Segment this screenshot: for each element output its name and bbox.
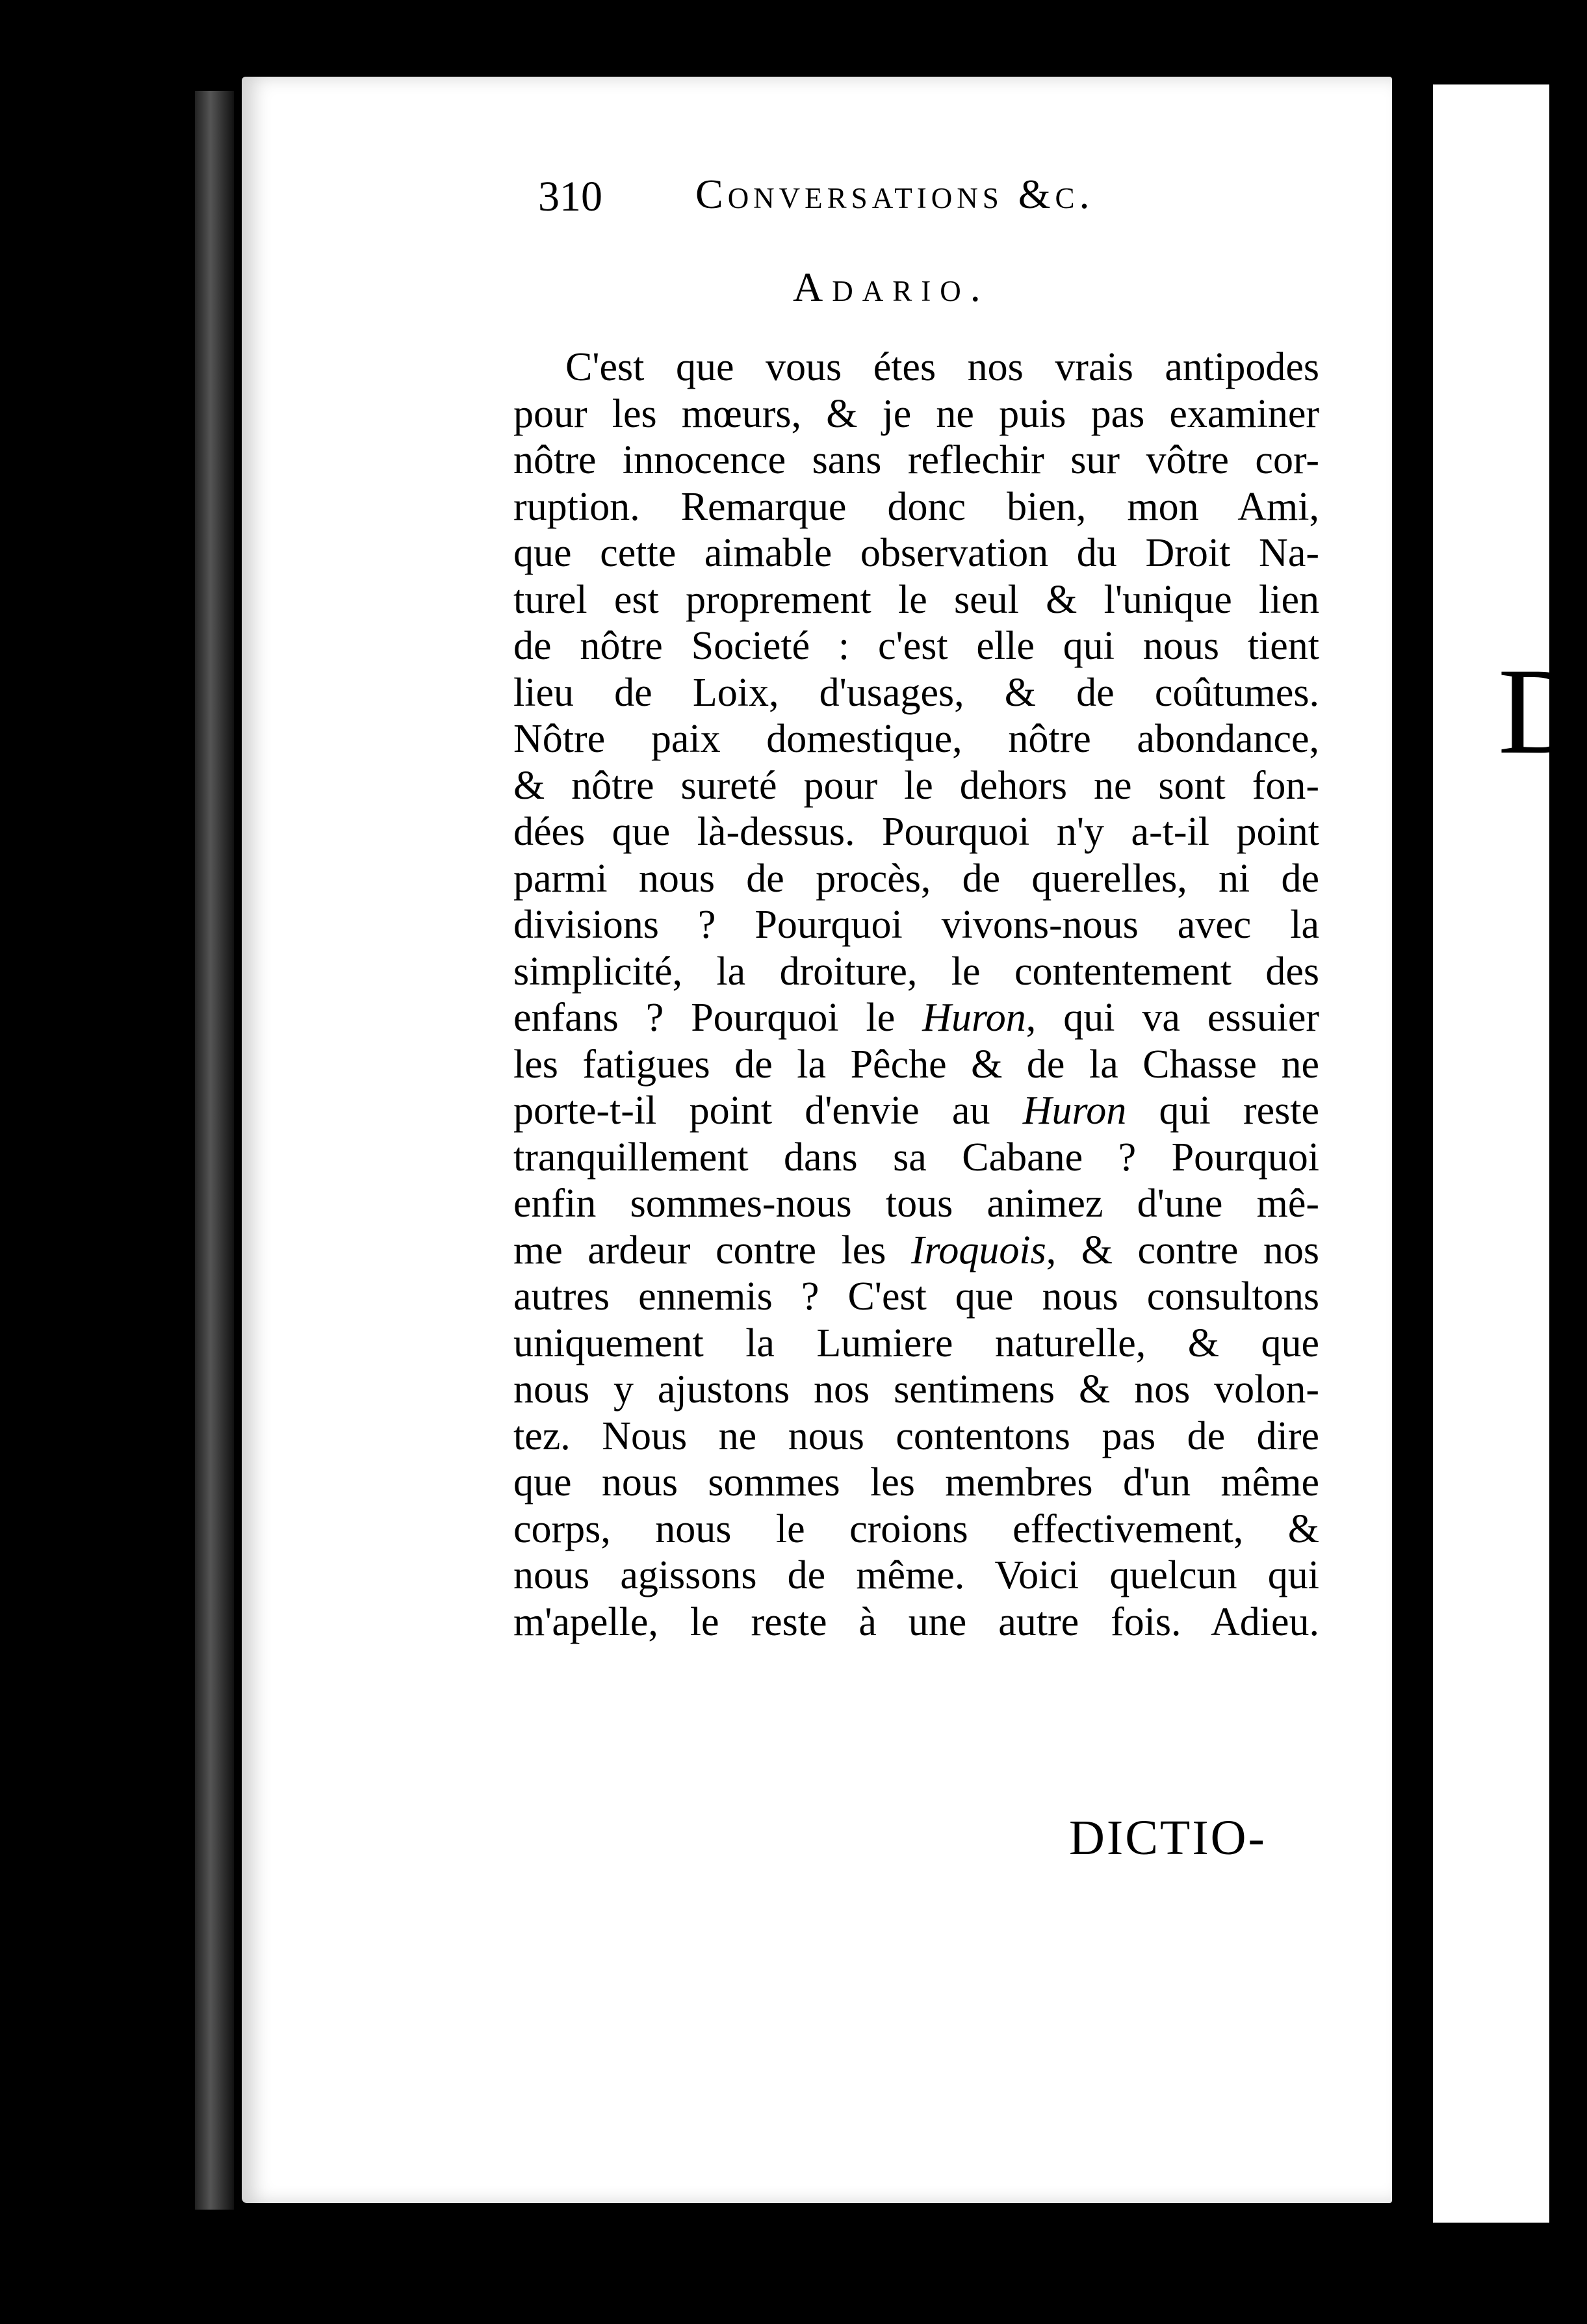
text-line: les fatigues de la Pêche & de la Chasse ne [513, 1042, 1319, 1087]
speaker-heading: Adario. [793, 264, 990, 310]
body-text [513, 344, 1319, 1646]
text-line: enfin sommes-nous tous animez d'une mê- [513, 1181, 1319, 1226]
text-line: ruption. Remarque donc bien, mon Ami, [513, 484, 1319, 529]
facing-page-edge [1433, 84, 1549, 2223]
text-line: lieu de Loix, d'usages, & de coûtumes. [513, 670, 1319, 715]
text-line: nous agissons de même. Voici quelcun qui [513, 1553, 1319, 1597]
text-segment: , & contre nos [1046, 1228, 1320, 1272]
italic-name-huron: Huron [1022, 1089, 1127, 1133]
text-line: que nous sommes les membres d'un même [513, 1460, 1319, 1504]
text-line: parmi nous de procès, de querelles, ni de [513, 856, 1319, 901]
text-line-with-italic [513, 1088, 1319, 1135]
text-line-with-italic [513, 1228, 1319, 1274]
italic-name-iroquois: Iroquois [910, 1228, 1046, 1272]
text-segment: enfans ? Pourquoi le [513, 996, 896, 1040]
text-line: que cette aimable observation du Droit Na- [513, 531, 1319, 575]
italic-name-huron: Huron [922, 996, 1026, 1040]
text-line: nous y ajustons nos sentimens & nos volon- [513, 1367, 1319, 1412]
text-line: simplicité, la droiture, le contentement des [513, 949, 1319, 994]
text-line: turel est proprement le seul & l'unique lien [513, 577, 1319, 622]
text-segment: , qui va essuier [1026, 996, 1319, 1040]
text-segment: me ardeur contre les [513, 1228, 886, 1272]
text-line: C'est que vous étes nos vrais antipodes [565, 345, 1319, 389]
text-line: tranquillement dans sa Cabane ? Pourquoi [513, 1135, 1319, 1180]
text-line-with-italic [513, 995, 1319, 1042]
facing-page-initial: D [1498, 643, 1587, 780]
book-binding-edge [195, 91, 234, 2210]
text-line: tez. Nous ne nous contentons pas de dire [513, 1414, 1319, 1458]
text-line: uniquement la Lumiere naturelle, & que [513, 1321, 1319, 1365]
text-line: pour les mœurs, & je ne puis pas examiner [513, 391, 1319, 436]
text-line: autres ennemis ? C'est que nous consultons [513, 1274, 1319, 1319]
text-line: divisions ? Pourquoi vivons-nous avec la [513, 903, 1319, 947]
text-line: corps, nous le croions effectivement, & [513, 1506, 1319, 1551]
text-line: & nôtre sureté pour le dehors ne sont fon- [513, 763, 1319, 808]
text-segment: qui reste [1126, 1089, 1320, 1133]
text-segment: porte-t-il point d'envie au [513, 1089, 990, 1133]
text-line: nôtre innocence sans reflechir sur vôtre cor- [513, 438, 1319, 482]
running-title: Conversations &c. [695, 171, 1094, 217]
text-line: Nôtre paix domestique, nôtre abondance, [513, 717, 1319, 761]
text-line: de nôtre Societé : c'est elle qui nous tient [513, 624, 1319, 668]
page-number: 310 [538, 173, 602, 220]
text-line: m'apelle, le reste à une autre fois. Adieu. [513, 1599, 1319, 1644]
text-line: dées que là-dessus. Pourquoi n'y a-t-il point [513, 810, 1319, 854]
catchword: DICTIO- [1069, 1811, 1267, 1865]
